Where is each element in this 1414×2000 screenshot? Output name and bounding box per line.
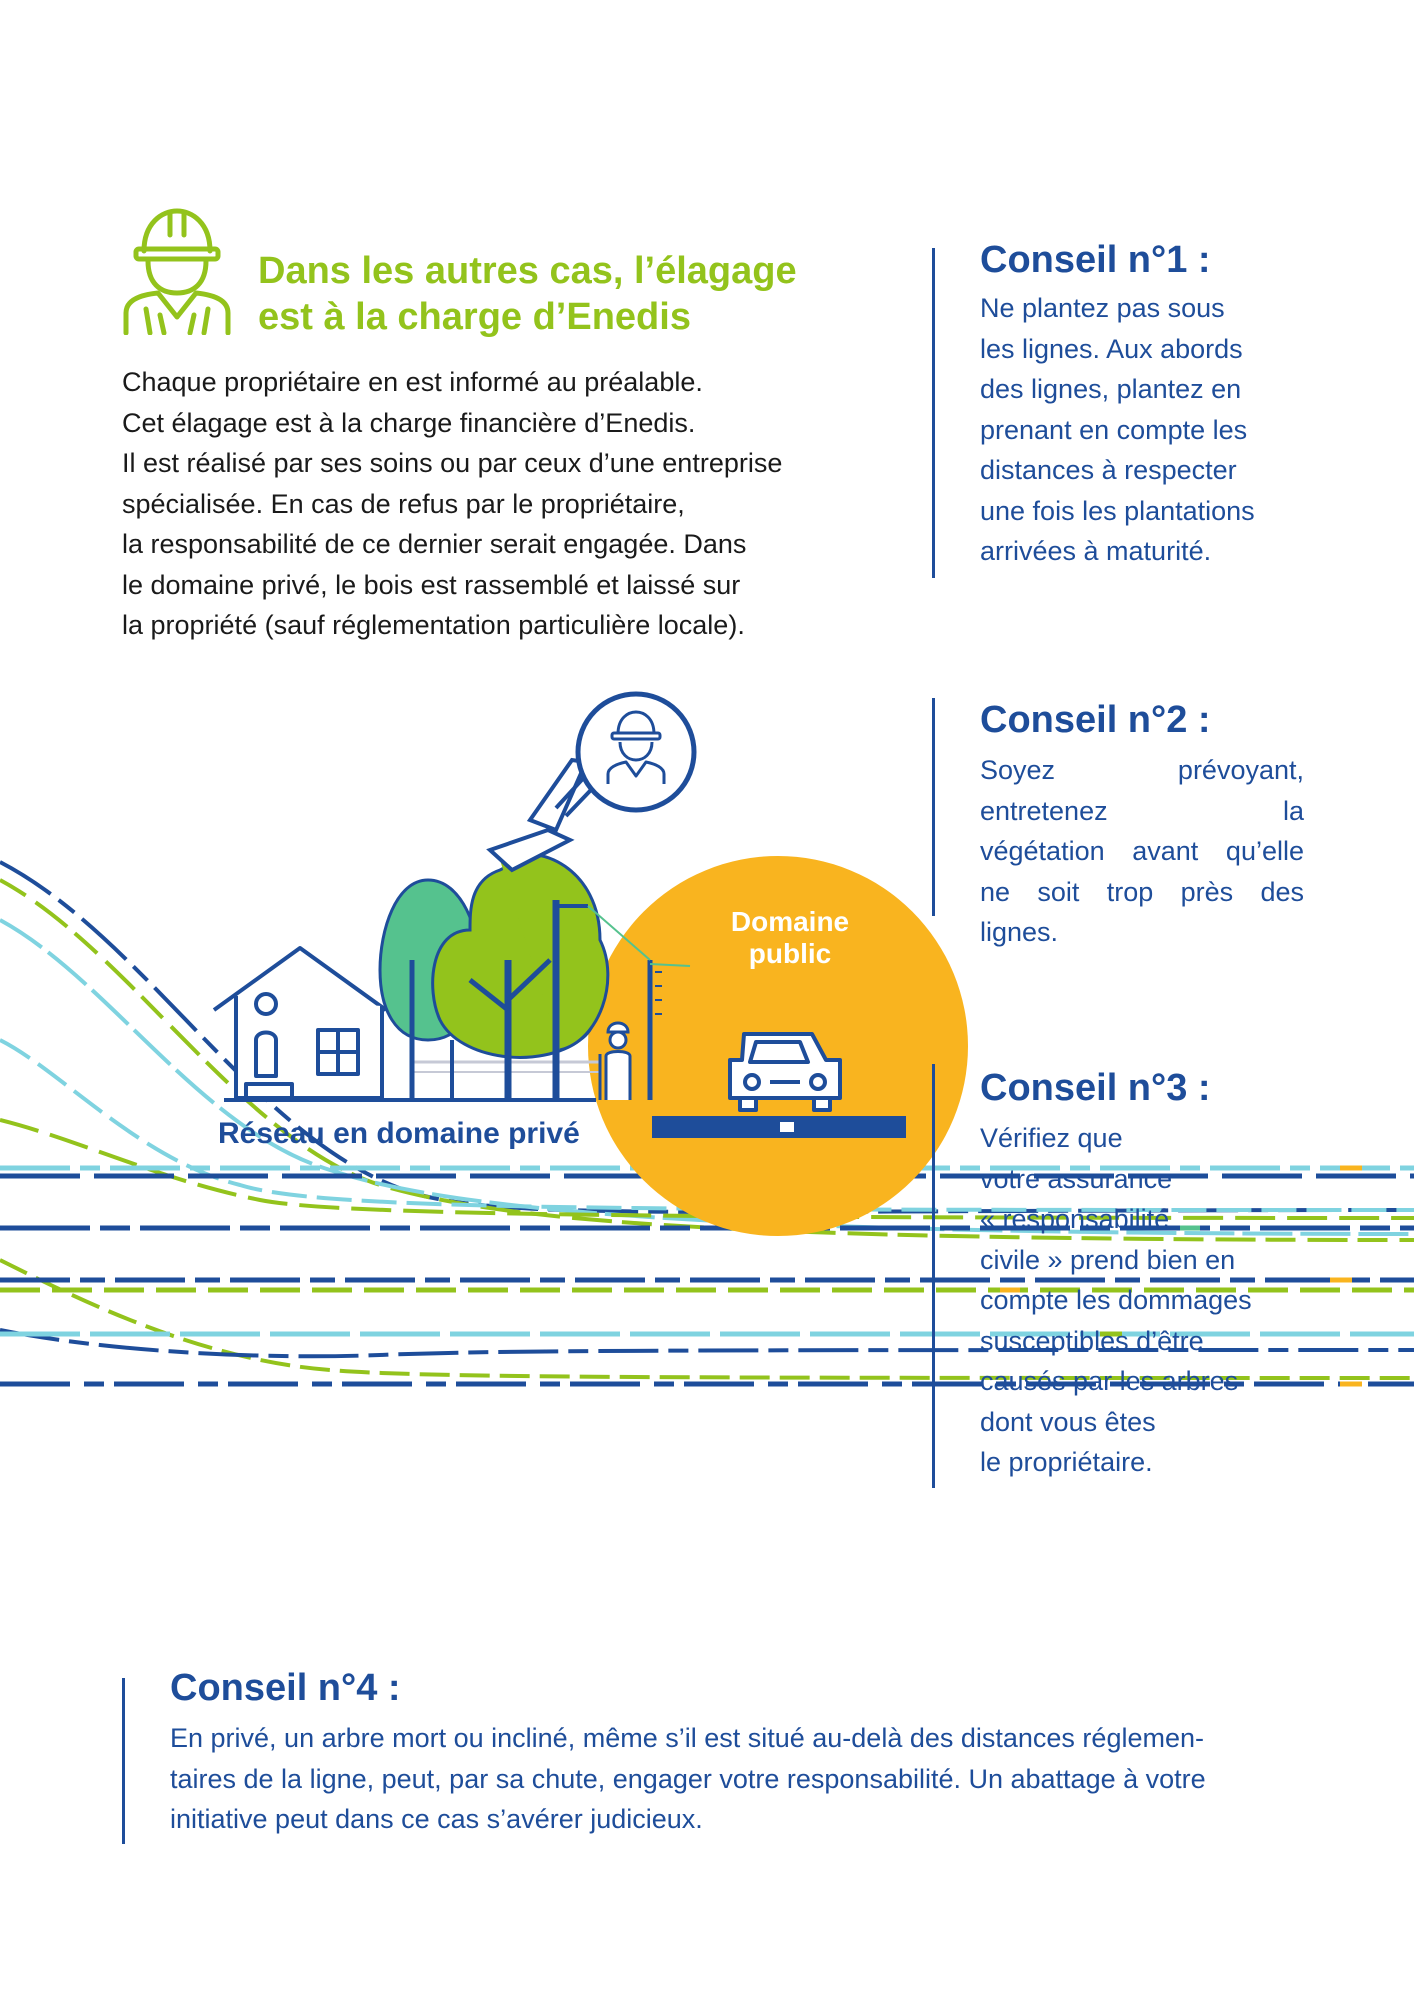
intro-line: Chaque propriétaire en est informé au préalable. <box>122 367 703 397</box>
intro-line: Il est réalisé par ses soins ou par ceux d’une entreprise <box>122 448 783 478</box>
section-title <box>258 248 878 340</box>
conseil2-title: Conseil n°2 : <box>980 699 1211 741</box>
conseil3-title: Conseil n°3 : <box>980 1067 1211 1109</box>
conseil2-line: végétation avant qu’elle <box>980 836 1304 866</box>
house-icon <box>214 948 386 1098</box>
conseil4-title: Conseil n°4 : <box>170 1667 401 1709</box>
conseil2-line: entretenez la <box>980 795 1304 826</box>
worker-helmet-icon <box>122 205 232 335</box>
intro-line: la responsabilité de ce dernier serait engagée. Dans <box>122 529 747 559</box>
conseil1-line: une fois les plantations <box>980 495 1255 526</box>
domaine-public-line2: public <box>748 938 832 969</box>
conseil1-line: les lignes. Aux abords <box>980 333 1243 364</box>
conseil4-bar <box>122 1678 125 1844</box>
intro-line: le domaine privé, le bois est rassemblé et laissé sur <box>122 569 741 600</box>
conseil3-line: dont vous êtes <box>980 1406 1156 1437</box>
road <box>652 1116 906 1138</box>
intro-line: Cet élagage est à la charge financière d’Enedis. <box>122 407 696 438</box>
conseil3-line: susceptibles d’être <box>980 1325 1204 1356</box>
conseil3-line: civile » prend bien en <box>980 1244 1236 1275</box>
conseil3-line: causés par les arbres <box>980 1366 1239 1396</box>
conseil1-text <box>980 288 1320 572</box>
worker-badge-icon <box>578 694 694 810</box>
conseil4-line: taires de la ligne, peut, par sa chute, engager votre responsabilité. Un abattage à votre <box>170 1763 1206 1794</box>
conseil3-line: « responsabilité <box>980 1204 1170 1234</box>
conseil3-bar <box>932 1064 935 1488</box>
domaine-public-label <box>690 906 890 970</box>
conseil2-line: Soyez prévoyant, <box>980 755 1304 785</box>
conseil1-line: distances à respecter <box>980 455 1237 485</box>
conseil2-text <box>980 750 1304 953</box>
intro-paragraph <box>122 362 882 646</box>
section-title-line1: Dans les autres cas, l’élagage <box>258 250 797 292</box>
domaine-public-line1: Domaine <box>730 906 850 937</box>
conseil3-line: votre assurance <box>980 1163 1173 1194</box>
reseau-prive-label: Réseau en domaine privé <box>218 1117 580 1150</box>
conseil3-line: compte les dommages <box>980 1285 1252 1315</box>
conseil1-bar <box>932 248 935 578</box>
conseil1-line: des lignes, plantez en <box>980 374 1242 404</box>
intro-line: la propriété (sauf réglementation particulière locale). <box>122 610 745 640</box>
section-title-line2: est à la charge d’Enedis <box>258 296 691 338</box>
conseil2-bar <box>932 698 935 916</box>
conseil3-line: Vérifiez que <box>980 1123 1123 1153</box>
conseil4-line: En privé, un arbre mort ou incliné, même s’il est situé au-delà des distances réglemen- <box>170 1723 1204 1753</box>
conseil1-line: arrivées à maturité. <box>980 536 1212 566</box>
conseil1-title: Conseil n°1 : <box>980 239 1211 281</box>
conseil2-line: ne soit trop près des <box>980 876 1304 907</box>
conseil1-line: prenant en compte les <box>980 414 1248 445</box>
conseil3-text <box>980 1118 1320 1483</box>
conseil3-line: le propriétaire. <box>980 1447 1153 1477</box>
conseil4-text <box>170 1718 1350 1840</box>
conseil4-line: initiative peut dans ce cas s’avérer judicieux. <box>170 1804 703 1834</box>
intro-line: spécialisée. En cas de refus par le propriétaire, <box>122 488 685 519</box>
conseil1-line: Ne plantez pas sous <box>980 293 1225 323</box>
conseil2-line: lignes. <box>980 917 1059 947</box>
